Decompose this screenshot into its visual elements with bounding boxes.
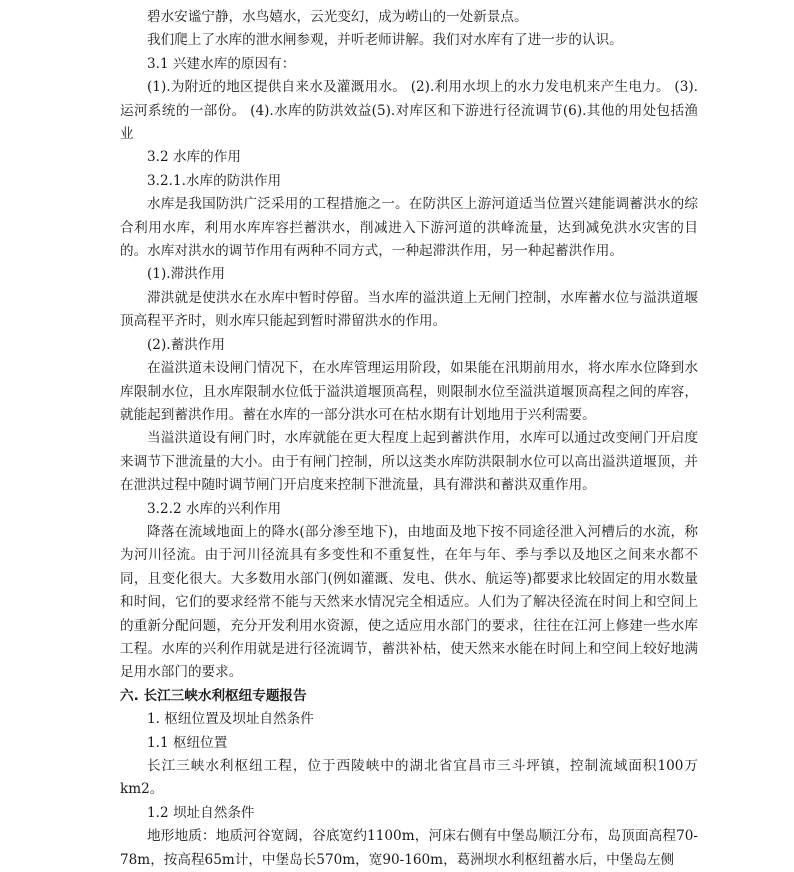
paragraph: 降落在流域地面上的降水(部分渗至地下)，由地面及地下按不同途径泄入河槽后的水流，称为河川径流。由于河川径流具有多变性和不重复性，在年与年、季与季以及地区之间来水都不同，且变化很大。大多数用水部门(例如灌溉、发电、供水、航运等)都要求比较固定的用水数量和时间，它们的要求经常不能与天然来水情况完全相适应。人们为了解决径流在时间上和空间上的重新分配问题，充分开发利用水资源，使之适应用水部门的要求，往往在江河上修建一些水库工程。水库的兴利作用就是进行径流调节，蓄洪补枯，使天然来水能在时间上和空间上较好地满足用水部门的要求。: [120, 523, 698, 681]
paragraph: 碧水安谧宁静，水鸟嬉水，云光变幻，成为崂山的一处新景点。: [147, 9, 528, 25]
subheading: 1. 枢纽位置及坝址自然条件: [147, 711, 314, 728]
subheading: 3.2.2 水库的兴利作用: [147, 500, 282, 517]
subheading: 3.2.1.水库的防洪作用: [147, 172, 282, 189]
subheading: (2).蓄洪作用: [147, 336, 225, 353]
paragraph: 在溢洪道未设闸门情况下，在水库管理运用阶段，如果能在汛期前用水，将水库水位降到水库限制水位，且水库限制水位低于溢洪道堰顶高程，则限制水位至溢洪道堰顶高程之间的库容，就能起到蓄洪作用。蓄在水库的一部分洪水可在枯水期有计划地用于兴利需要。: [120, 360, 698, 423]
subheading: 3.2 水库的作用: [147, 149, 241, 166]
paragraph: 当溢洪道设有闸门时，水库就能在更大程度上起到蓄洪作用，水库可以通过改变闸门开启度来调节下泄流量的大小。由于有闸门控制，所以这类水库防洪限制水位可以高出溢洪道堰顶，并在泄洪过程中随时调节闸门开启度来控制下泄流量，具有滞洪和蓄洪双重作用。: [120, 430, 698, 494]
paragraph: 我们爬上了水库的泄水闸参观，并听老师讲解。我们对水库有了进一步的认识。: [147, 32, 623, 49]
paragraph: (1).为附近的地区提供自来水及灌溉用水。 (2).利用水坝上的水力发电机来产生电力。 (3).运河系统的一部份。 (4).水库的防洪效益(5).对库区和下游进行径流调节(6).其他的用处包括渔业: [120, 79, 698, 143]
section-heading: 六. 长江三峡水利枢纽专题报告: [120, 687, 307, 704]
paragraph: 滞洪就是使洪水在水库中暂时停留。当水库的溢洪道上无闸门控制，水库蓄水位与溢洪道堰顶高程平齐时，则水库只能起到暂时滞留洪水的作用。: [120, 289, 698, 330]
paragraph: 长江三峡水利枢纽工程，位于西陵峡中的湖北省宜昌市三斗坪镇，控制流域面积100万km2。: [120, 758, 698, 798]
paragraph: 地形地质：地质河谷宽阔，谷底宽约1100m，河床右侧有中堡岛顺江分布，岛顶面高程70-78m，按高程65m计，中堡岛长570m，宽90-160m，葛洲坝水利枢纽蓄水后，中堡岛左侧: [120, 828, 698, 868]
subheading: 1.1 枢纽位置: [147, 734, 228, 751]
subheading: 3.1 兴建水库的原因有：: [147, 55, 296, 72]
subheading: (1).滞洪作用: [147, 266, 225, 283]
subheading: 1.2 坝址自然条件: [147, 804, 255, 821]
paragraph: 水库是我国防洪广泛采用的工程措施之一。在防洪区上游河道适当位置兴建能调蓄洪水的综合利用水库，利用水库库容拦蓄洪水，削减进入下游河道的洪峰流量，达到减免洪水灾害的目的。水库对洪水的调节作用有两种不同方式，一种起滞洪作用，另一种起蓄洪作用。: [120, 196, 698, 260]
